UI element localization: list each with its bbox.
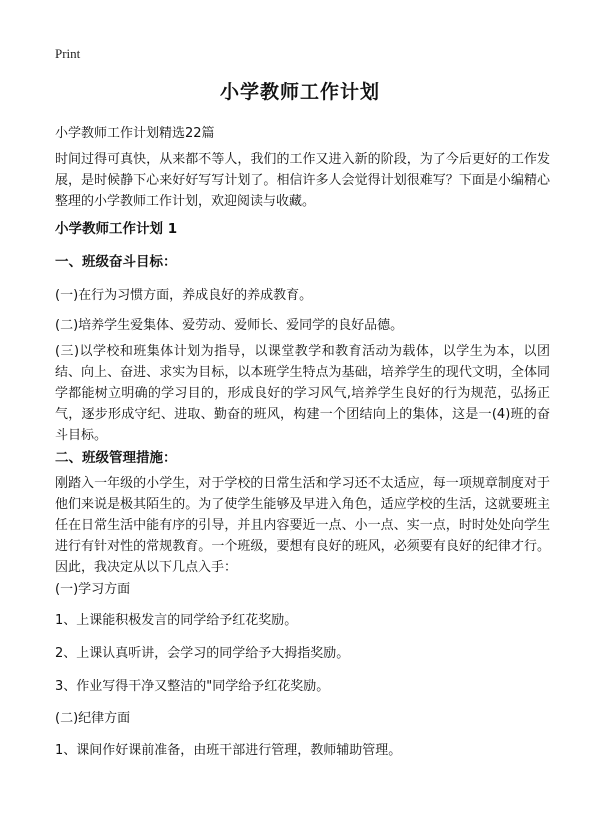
print-label: Print — [55, 46, 81, 61]
study-item-1: 1、上课能积极发言的同学给予红花奖励。 — [55, 613, 298, 628]
measures-paragraph: 刚踏入一年级的小学生，对于学校的日常生活和学习还不太适应，每一项规章制度对于他们来说是极其陌生的。为了使学生能够及早进入角色，适应学校的生活，这就要班主任在日常生活中能有序的引导，并且内容要近一点、小一点、实一点，时时处处向学生进行有针对性的常规教育。一个班级，要想有良好的班风，必须要有良好的纪律才行。因此，我决定从以下几点入手： — [55, 476, 550, 575]
measures-heading: 二、班级管理措施： — [55, 450, 177, 466]
study-item-3: 3、作业写得干净又整洁的"同学给予红花奖励。 — [55, 679, 330, 694]
discipline-item-1: 1、课间作好课前准备，由班干部进行管理，教师辅助管理。 — [55, 743, 402, 758]
intro-paragraph: 时间过得可真快，从来都不等人，我们的工作又进入新的阶段，为了今后更好的工作发展，是时候静下心来好好写写计划了。相信许多人会觉得计划很难写？下面是小编精心整理的小学教师工作计划，欢迎阅读与收藏。 — [55, 152, 550, 209]
goal-item-1: (一)在行为习惯方面，养成良好的养成教育。 — [55, 288, 313, 303]
document-subtitle: 小学教师工作计划精选22篇 — [55, 126, 215, 141]
goal-heading: 一、班级奋斗目标： — [55, 254, 177, 270]
study-item-2: 2、上课认真听讲，会学习的同学给予大拇指奖励。 — [55, 646, 350, 661]
discipline-heading: (二)纪律方面 — [55, 711, 131, 726]
goal-item-2: (二)培养学生爱集体、爱劳动、爱师长、爱同学的良好品德。 — [55, 318, 404, 333]
goal-item-3: (三)以学校和班集体计划为指导，以课堂教学和教育活动为载体，以学生为本，以团结、向上、奋进、求实为目标，以本班学生特点为基础，培养学生的现代文明，全体同学都能树立明确的学习目的，形成良好的学习风气,培养学生良好的行为规范，弘扬正气，逐步形成守纪、进取、勤奋的班风，构建一个团结向上的集体，这是一(4)班的奋斗目标。 — [55, 344, 550, 443]
page-title: 小学教师工作计划 — [219, 81, 380, 103]
section-title: 小学教师工作计划 1 — [55, 221, 178, 237]
study-heading: (一)学习方面 — [55, 582, 131, 597]
